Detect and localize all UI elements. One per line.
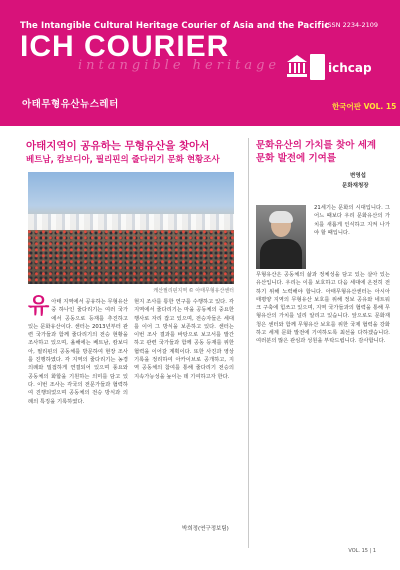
- article-author: 박희정(연구정보팀): [182, 526, 229, 532]
- newsletter-subtitle: The Intangible Cultural Heritage Courier of Asia and the Pacific: [20, 21, 330, 31]
- ichcap-logo-text: ichcap: [328, 61, 372, 75]
- masthead-watermark: intangible heritage: [78, 58, 281, 73]
- article-column-1: [28, 294, 128, 406]
- article-column-1-text: 아태 지역에서 공유하는 무형유산 중 하나인 줄다리기는 여러 국가에서 공동으로 등재를 추진하고 있는 문화유산이다. 센터는 2013년부터 관련 국가들과 함께 줄다리기의 전승 현황을 조사하고 있으며, 올해에는 베트남, 캄보디아, 필리핀의 공동체를 방문하여 현장 조사를 진행하였다. 각 지역의 줄다리기는 농경 의례와 밀접하게 연결되어 있으며 풍요와 공동체의 화합을 기원하는 의미를 담고 있다. 이번 조사는 각국의 전문가들과 협력하여 진행되었으며 공동체의 전승 방식과 의례의 특징을 기록하였다.: [28, 299, 128, 405]
- photo-crowd: [28, 230, 234, 284]
- ichcap-logo-icon: [310, 54, 325, 80]
- article-column-2-text: 현지 조사를 통한 연구를 수행하고 있다. 각 지역에서 줄다리기는 마을 공동체의 중요한 행사로 자리 잡고 있으며, 전승자들은 세대를 이어 그 방식을 보존하고 있다. 센터는 이번 조사 결과를 바탕으로 보고서를 발간하고 관련 국가들과 함께 공동 등재를 위한 협력을 이어갈 계획이다. 또한 사진과 영상 기록을 정리하여 아카이브로 공개하고, 지역 공동체의 참여를 통해 줄다리기 전승의 지속가능성을 높이는 데 기여하고자 한다.: [134, 299, 234, 380]
- column-divider: [248, 138, 249, 548]
- issn-number: ISSN 2234-2109: [325, 21, 378, 29]
- portrait-hair: [269, 211, 293, 223]
- masthead-title: ICH COURIER: [20, 30, 230, 63]
- masthead-band: [0, 0, 400, 126]
- sidebar-author-name: 변영섭: [350, 173, 366, 179]
- sidebar-text-bottom: 무형유산은 공동체의 삶과 정체성을 담고 있는 살아 있는 유산입니다. 우리는 이를 보호하고 다음 세대에 온전히 전하기 위해 노력해야 합니다. 아태무형유산센터는 아시아 태평양 지역의 무형유산 보호를 위해 정보 공유와 네트워크 구축에 힘쓰고 있으며, 지역 국가들과의 협력을 통해 무형유산의 가치를 널리 알리고 있습니다. 앞으로도 문화재청은 센터와 함께 무형유산 보호를 위한 국제 협력을 강화하고 세계 문화 발전에 기여하도록 최선을 다하겠습니다. 여러분의 많은 관심과 성원을 부탁드립니다. 감사합니다.: [256, 272, 390, 345]
- article-column-2: [134, 298, 234, 381]
- dropcap: 유: [28, 294, 50, 319]
- festival-photo: [28, 172, 234, 284]
- volume-label: 한국어판 VOL. 15: [332, 102, 397, 111]
- photo-caption: 캐산필리핀지역 © 아태무형유산센터: [153, 288, 234, 294]
- article-headline: 아태지역이 공유하는 무형유산을 찾아서: [26, 140, 210, 152]
- page-footer: VOL. 15 | 1: [348, 548, 376, 554]
- sidebar-text-top: 21세기는 문화의 시대입니다. 그 어느 때보다 우리 문화유산의 가치를 새롭게 인식하고 지켜 나가야 할 때입니다.: [314, 205, 390, 236]
- sidebar-author-role: 문화재청장: [342, 183, 369, 189]
- article-subheadline: 베트남, 캄보디아, 필리핀의 줄다리기 문화 현황조사: [26, 155, 220, 165]
- korean-title: 아태무형유산뉴스레터: [22, 99, 119, 110]
- portrait-body: [260, 239, 302, 269]
- sidebar-headline: 문화유산의 가치를 찾아 세계 문화 발전에 기여를: [256, 140, 377, 164]
- unesco-logo-icon: [286, 54, 308, 80]
- author-portrait: [256, 205, 306, 269]
